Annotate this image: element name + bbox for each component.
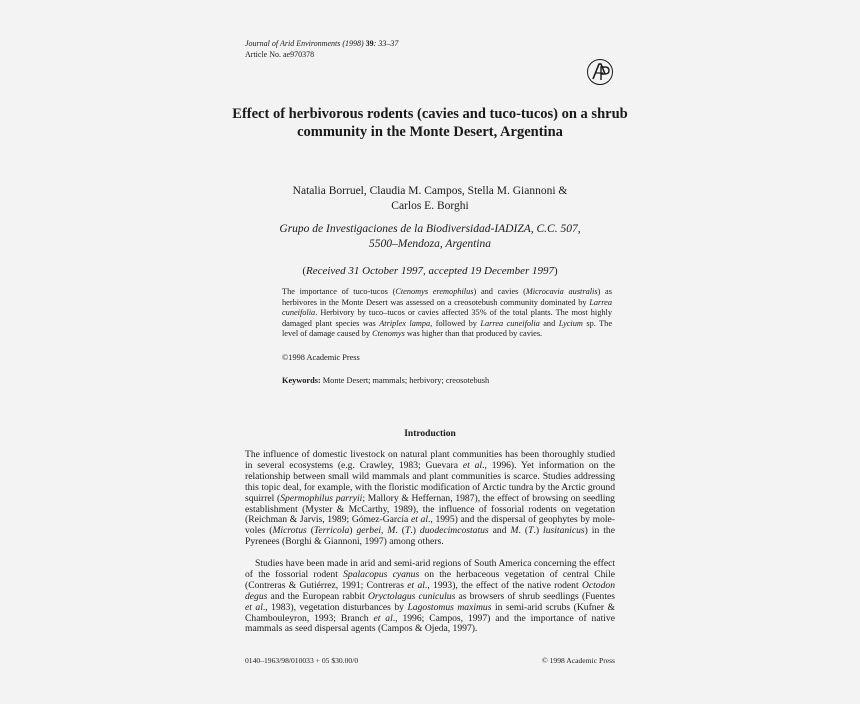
publisher-logo-icon	[586, 58, 614, 86]
copyright-notice: ©1998 Academic Press	[282, 353, 360, 362]
author-list	[200, 184, 660, 214]
affiliation	[200, 222, 660, 252]
journal-citation: Journal of Arid Environments (1998) 39: 33–37	[245, 39, 399, 48]
keywords: Keywords: Monte Desert; mammals; herbivory; creosotebush	[282, 376, 490, 385]
introduction-paragraph-2: Studies have been made in arid and semi-arid regions of South America concerning the effect of the fossorial rodent Spalacopus cyanus on the herbaceous vegetation of central Chile (Contreras & Gutiérrez, 1991; Contreras et al., 1993), the effect of the native rodent Octodon degus and the European rabbit Oryctolagus cuniculus as browsers of shrub seedlings (Fuentes et al., 1983), vegetation disturbances by Lagostomus maximus in semi-arid scrubs (Kufner & Chambouleyron, 1993; Branch et al., 1996; Campos, 1997) and the importance of native mammals as seed dispersal agents (Campos & Ojeda, 1997).	[245, 558, 615, 635]
paper-title: Effect of herbivorous rodents (cavies and tuco-tucos) on a shrub community in the Monte Desert, Argentina	[232, 106, 628, 140]
affiliation-line-2: 5500–Mendoza, Argentina	[368, 238, 492, 250]
section-heading-introduction: Introduction	[404, 429, 456, 439]
author-line-1: Natalia Borruel, Claudia M. Campos, Stella M. Giannoni &	[292, 185, 568, 197]
introduction-paragraph-1: The influence of domestic livestock on natural plant communities has been thoroughly studied in several ecosystems (e.g. Crawley, 1983; Guevara et al., 1996). Yet information on the relationship between small wild mammals and plant communities is scarce. Studies addressing this topic deal, for example, with the floristic modification of Arctic tundra by the Arctic ground squirrel (Spermophilus parryii; Mallory & Heffernan, 1987), the effect of browsing on seedling establishment (Myster & McCarthy, 1989), the influence of fossorial rodents on vegetation (Reichman & Jarvis, 1989; Gómez-García et al., 1995) and the dispersal of geophytes by mole-voles (Microtus (Terricola) gerbei, M. (T.) duodecimcostatus and M. (T.) lusitanicus) in the Pyrenees (Borghi & Giannoni, 1997) among others.	[245, 449, 616, 548]
received-dates: (Received 31 October 1997, accepted 19 December 1997)	[302, 265, 558, 277]
affiliation-line-1: Grupo de Investigaciones de la Biodiversidad-IADIZA, C.C. 507,	[279, 223, 581, 235]
author-line-2: Carlos E. Borghi	[391, 200, 469, 212]
footer-issn: 0140–1963/98/010033 + 05 $30.00/0	[245, 656, 359, 665]
abstract: The importance of tuco-tucos (Ctenomys eremophilus) and cavies (Microcavia australis) as herbivores in the Monte Desert was assessed on a creosotebush community dominated by Larrea cuneifolia. Herbivory by tuco–tucos or cavies affected 35% of the total plants. The most highly damaged plant species was Atriplex lampa, followed by Larrea cuneifolia and Lycium sp. The level of damage caused by Ctenomys was higher than that produced by cavies.	[282, 287, 613, 339]
article-number: Article No. ae970378	[245, 50, 315, 59]
footer-copyright: © 1998 Academic Press	[541, 656, 615, 665]
